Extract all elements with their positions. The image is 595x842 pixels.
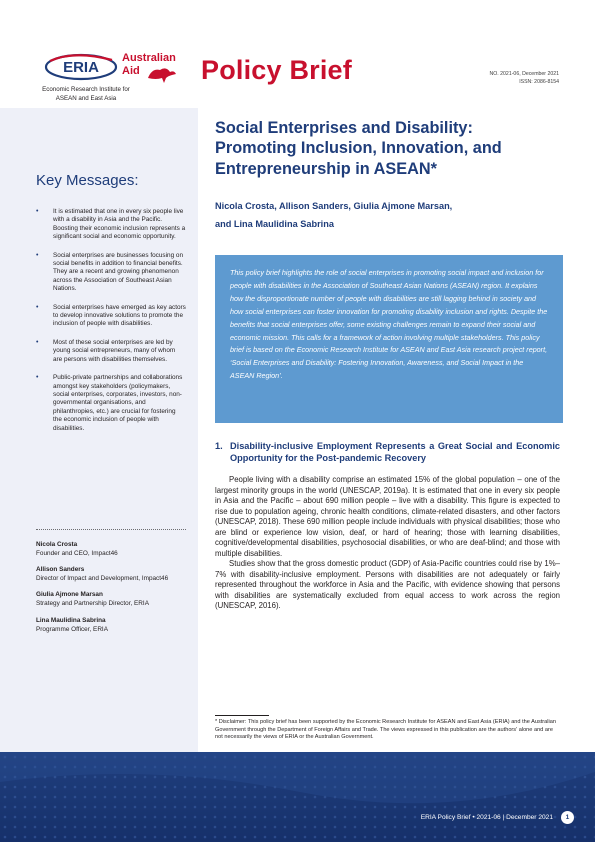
author-name: Giulia Ajmone Marsan [36, 591, 103, 599]
australian-aid-logo [122, 50, 190, 84]
footer-text: ERIA Policy Brief • 2021-06 | December 2021 [420, 814, 553, 821]
author-name: Nicola Crosta [36, 541, 78, 548]
aid-logo-line2: Aid [122, 65, 140, 77]
key-message-item: • Public-private partnerships and collaborations amongst key stakeholders (policymakers, social enterprises, corporates, investors, non-governmental organisations, and philanthropies, etc.) are crucial for fostering the economic inclusion of people with disabilities. [36, 374, 186, 433]
section-number: 1. [215, 441, 223, 451]
author-name: Allison Sanders [36, 566, 85, 574]
publication-number: NO. 2021-06, December 2021 [489, 71, 559, 77]
key-message-item: • Social enterprises have emerged as key actors to develop innovative solutions to promote the inclusion of people with disabilities. [36, 304, 186, 329]
publication-title: Policy Brief [201, 55, 352, 85]
key-message-item: • It is estimated that one in every six people live with a disability in Asia and the Pacific. Boosting their economic inclusion represents a significant social and economic opportunity. [36, 208, 186, 242]
brief-authors-line1: Nicola Crosta, Allison Sanders, Giulia Ajmone Marsan, [215, 201, 453, 211]
key-messages-heading: Key Messages: [36, 172, 139, 189]
key-messages-list [36, 208, 186, 443]
key-message-item: • Social enterprises are businesses focusing on social benefits in addition to financial benefits. They are a recent and growing phenomenon across the Association of Southeast Asian Nations. [36, 252, 186, 294]
footer-band [0, 752, 595, 842]
key-message-item: • Most of these social enterprises are led by young social entrepreneurs, many of whom are persons with disabilities themselves. [36, 339, 186, 364]
author-role: Director of Impact and Development, Impact46 [36, 575, 169, 583]
body-text [215, 475, 560, 612]
abstract-box [215, 255, 563, 423]
issn: ISSN: 2086-8154 [519, 79, 559, 85]
author-name: Lina Maulidina Sabrina [36, 616, 106, 624]
page-number: 1 [561, 811, 574, 824]
body-paragraph: Studies show that the gross domestic product (GDP) of Asia-Pacific countries could rise by 1%–7% with disability-inclusive employment. Persons with disabilities are not adequately or fairly represented throughout the workforce in Asia and the Pacific, with evidence showing that persons with disabilities are systematically excluded from equal access to work across the region (UNESCAP, 2016). [215, 559, 560, 610]
author-affiliations [36, 540, 186, 641]
publication-meta [490, 70, 560, 86]
eria-logo-text: ERIA [63, 59, 99, 76]
author-role: Programme Officer, ERIA [36, 625, 108, 633]
brief-authors-line2: and Lina Maulidina Sabrina [215, 219, 334, 229]
footnote-divider [215, 715, 269, 716]
eria-caption: Economic Research Institute for ASEAN and East Asia [42, 86, 130, 102]
sidebar-divider [36, 529, 186, 530]
kangaroo-icon [148, 68, 176, 83]
brief-title: Social Enterprises and Disability: Promoting Inclusion, Innovation, and Entrepreneurship in ASEAN* [215, 119, 502, 178]
section-title: Disability-inclusive Employment Represents a Great Social and Economic Opportunity for the Post-pandemic Recovery [230, 441, 560, 463]
abstract-text: This policy brief highlights the role of social enterprises in promoting social impact and inclusion for people with disabilities in the Association of Southeast Asian Nations (ASEAN) region. It explains how the disproportionate number of people with disabilities are still lagging behind in society and how social enterprises can foster innovation for promoting disability inclusion and rights. Despite the benefits that social enterprises offer, some existing challenges remain to expand their social and economic mission. This calls for a framework of action involving multiple stakeholders. This policy brief is based on the Economic Research Institute for ASEAN and East Asia research project report, ‘Social Enterprises and Disability: Fostering Innovation, Awareness, and Social Impact in the ASEAN Region’. [230, 268, 548, 381]
brief-authors [215, 197, 535, 233]
body-paragraph: People living with a disability comprise an estimated 15% of the global population – one of the largest minority groups in the world (UNESCAP, 2019a). It is estimated that one in every six people in Asia and the Pacific – about 690 million people – live with a disability. This figure is expected to rise due to population ageing, chronic health conditions, climate-related disasters, and other factors (UNESCAP, 2018). These 690 million people include individuals with physical disabilities; those who are blind or experience low vision, deaf, or hard of hearing; those with learning disabilities, cognitive/developmental disabilities, psychosocial disabilities, or who are deaf-blind; and those with multiple disabilities. [215, 475, 560, 558]
aid-logo-line1: Australian [122, 52, 176, 64]
author-role: Founder and CEO, Impact46 [36, 550, 118, 557]
author-role: Strategy and Partnership Director, ERIA [36, 600, 149, 608]
footnote: * Disclaimer: This policy brief has been supported by the Economic Research Institute for ASEAN and East Asia (ERIA) and the Australian Government through the Department of Foreign Affairs and Trade. The views expressed in this publication are the authors' alone and are not necessarily the views of ERIA or the Australian Government. [215, 719, 556, 741]
footer-pattern [0, 752, 595, 842]
eria-logo [44, 52, 118, 82]
